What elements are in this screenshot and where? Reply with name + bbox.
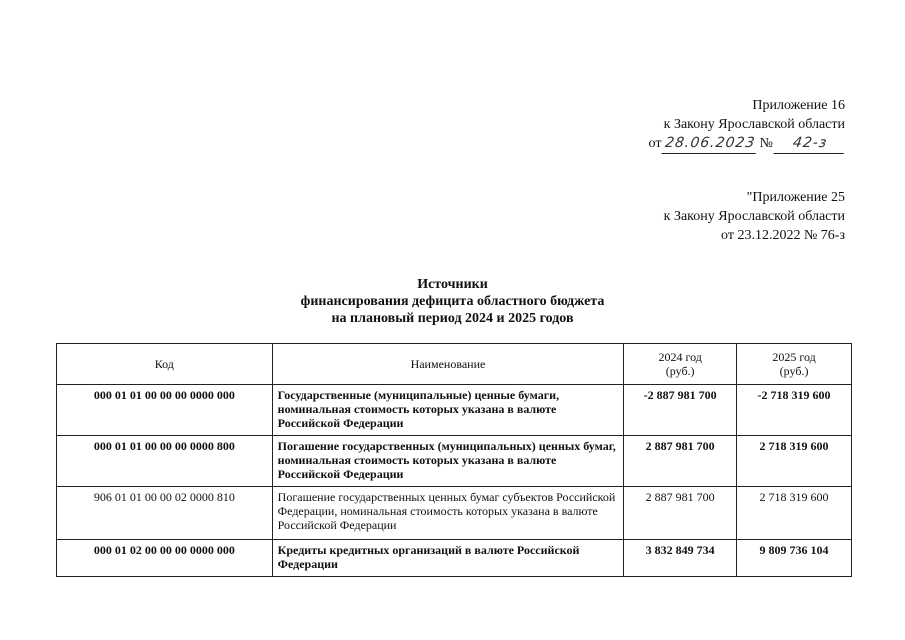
cell-2025: 9 809 736 104 [737,540,852,577]
cell-2024: -2 887 981 700 [624,385,737,436]
cell-2024: 3 832 849 734 [624,540,737,577]
annex-law-ref: к Закону Ярославской области [663,117,845,132]
cell-code: 000 01 01 00 00 00 0000 000 [57,385,273,436]
header-2025 [737,344,852,385]
table-row [57,540,852,577]
header-2025-unit: (руб.) [779,364,809,378]
header-2024 [624,344,737,385]
cell-code: 000 01 01 00 00 00 0000 800 [57,436,273,487]
previous-annex-stamp [664,188,845,245]
budget-sources-table [56,343,852,577]
title-line-1: Источники [417,277,488,292]
cell-name: Погашение государственных (муниципальных) ценных бумаг, номинальная стоимость которых указана в валюте Российской Федерации [272,436,624,487]
cell-2024: 2 887 981 700 [624,436,737,487]
title-line-3: на плановый период 2024 и 2025 годов [331,311,574,326]
header-2024-year: 2024 год [658,350,702,364]
annex-stamp [649,96,845,154]
table-row [57,436,852,487]
cell-name: Погашение государственных ценных бумаг субъектов Российской Федерации, номинальная стоимость которых указана в валюте Российской Федерации [272,487,624,540]
annex-date-line [649,134,845,154]
annex-from-label: от [648,136,662,151]
header-2025-year: 2025 год [772,350,816,364]
table-row [57,487,852,540]
cell-2025: 2 718 319 600 [737,436,852,487]
header-2024-unit: (руб.) [665,364,695,378]
previous-annex-title: "Приложение 25 [746,190,845,205]
document-title [0,276,905,327]
header-name: Наименование [272,344,624,385]
table-header-row [57,344,852,385]
cell-2025: -2 718 319 600 [737,385,852,436]
annex-number-label: № [759,136,773,151]
cell-code: 000 01 02 00 00 00 0000 000 [57,540,273,577]
cell-2025: 2 718 319 600 [737,487,852,540]
handwritten-number: 42-з [774,134,847,154]
title-line-2: финансирования дефицита областного бюджета [300,294,605,309]
header-code: Код [57,344,273,385]
previous-annex-law-ref: к Закону Ярославской области [663,209,845,224]
annex-title: Приложение 16 [752,98,845,113]
table-row [57,385,852,436]
cell-code: 906 01 01 00 00 02 0000 810 [57,487,273,540]
cell-name: Кредиты кредитных организаций в валюте Российской Федерации [272,540,624,577]
previous-annex-date: от 23.12.2022 № 76-з [721,228,845,243]
cell-2024: 2 887 981 700 [624,487,737,540]
cell-name: Государственные (муниципальные) ценные бумаги, номинальная стоимость которых указана в валюте Российской Федерации [272,385,624,436]
handwritten-date: 28.06.2023 [662,134,759,154]
